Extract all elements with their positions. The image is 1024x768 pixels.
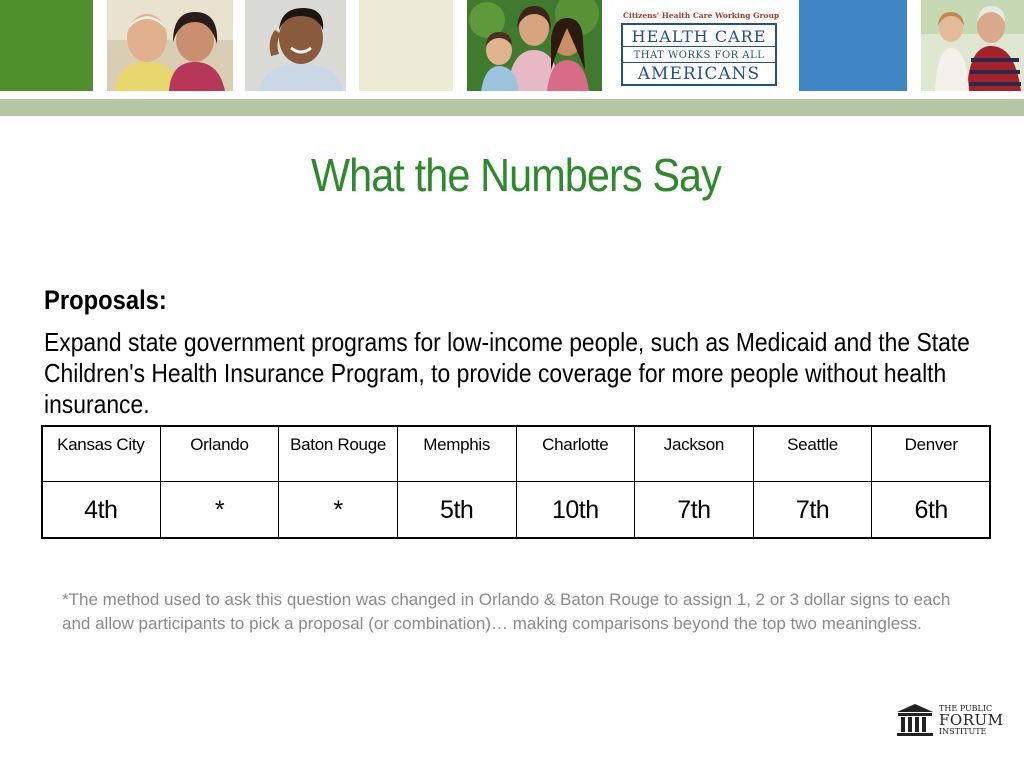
proposal-text: Expand state government programs for low-income people, such as Medicaid and the State Children's Health Insurance Program, to provide coverage for more people without health insurance. <box>44 327 970 419</box>
table-header-cell: Denver <box>872 426 991 482</box>
forum-logo-text <box>939 704 1004 736</box>
table-value-cell: 10th <box>516 482 635 539</box>
photo-grandfather-child <box>921 0 1024 91</box>
header-divider-band <box>0 99 1024 116</box>
table-value-cell: 6th <box>872 482 991 539</box>
footnote: *The method used to ask this question was changed in Orlando & Baton Rouge to assign 1, 2 or 3 dollar signs to each and allow participants to pick a proposal (or combination)… making comparisons beyond the top two meaningless. <box>62 590 951 633</box>
logo-frame <box>621 23 777 86</box>
table-value-cell: 7th <box>635 482 754 539</box>
table-value-cell: 7th <box>753 482 872 539</box>
forum-logo-line-2: FORUM <box>939 711 1004 729</box>
logo-divider <box>623 62 775 63</box>
green-color-tile <box>0 0 93 91</box>
column-building-icon <box>895 703 935 739</box>
table-header-cell: Kansas City <box>42 426 161 482</box>
forum-logo-line-3: INSTITUTE <box>939 727 987 736</box>
photo-older-couple <box>107 0 233 91</box>
slide-title: What the Numbers Say <box>311 149 721 201</box>
photo-children <box>467 0 602 91</box>
cream-color-tile <box>359 0 453 91</box>
logo-line-2: THAT WORKS FOR ALL <box>633 50 765 61</box>
forum-logo-line-1: THE PUBLIC <box>939 704 993 713</box>
table-header-cell: Seattle <box>753 426 872 482</box>
table-header-row <box>42 426 991 482</box>
table-header-cell: Baton Rouge <box>279 426 398 482</box>
blue-color-tile <box>799 0 907 91</box>
header-photo-strip <box>0 0 1024 92</box>
table-header-cell: Jackson <box>635 426 754 482</box>
public-forum-institute-logo <box>895 703 1005 743</box>
health-care-logo <box>617 4 783 90</box>
table-value-cell: 4th <box>42 482 161 539</box>
table-header-cell: Memphis <box>397 426 516 482</box>
table-value-cell: 5th <box>397 482 516 539</box>
table-header-cell: Orlando <box>160 426 279 482</box>
logo-line-1: HEALTH CARE <box>631 27 767 46</box>
table-row <box>42 482 991 539</box>
city-ranking-table <box>41 425 991 539</box>
table-header-cell: Charlotte <box>516 426 635 482</box>
photo-smiling-man <box>245 0 346 91</box>
logo-kicker: Citizens' Health Care Working Group <box>623 11 780 20</box>
logo-line-3: AMERICANS <box>637 64 761 84</box>
table-value-cell: * <box>279 482 398 539</box>
logo-divider <box>623 46 775 47</box>
table-value-cell: * <box>160 482 279 539</box>
proposals-heading: Proposals: <box>44 285 167 315</box>
